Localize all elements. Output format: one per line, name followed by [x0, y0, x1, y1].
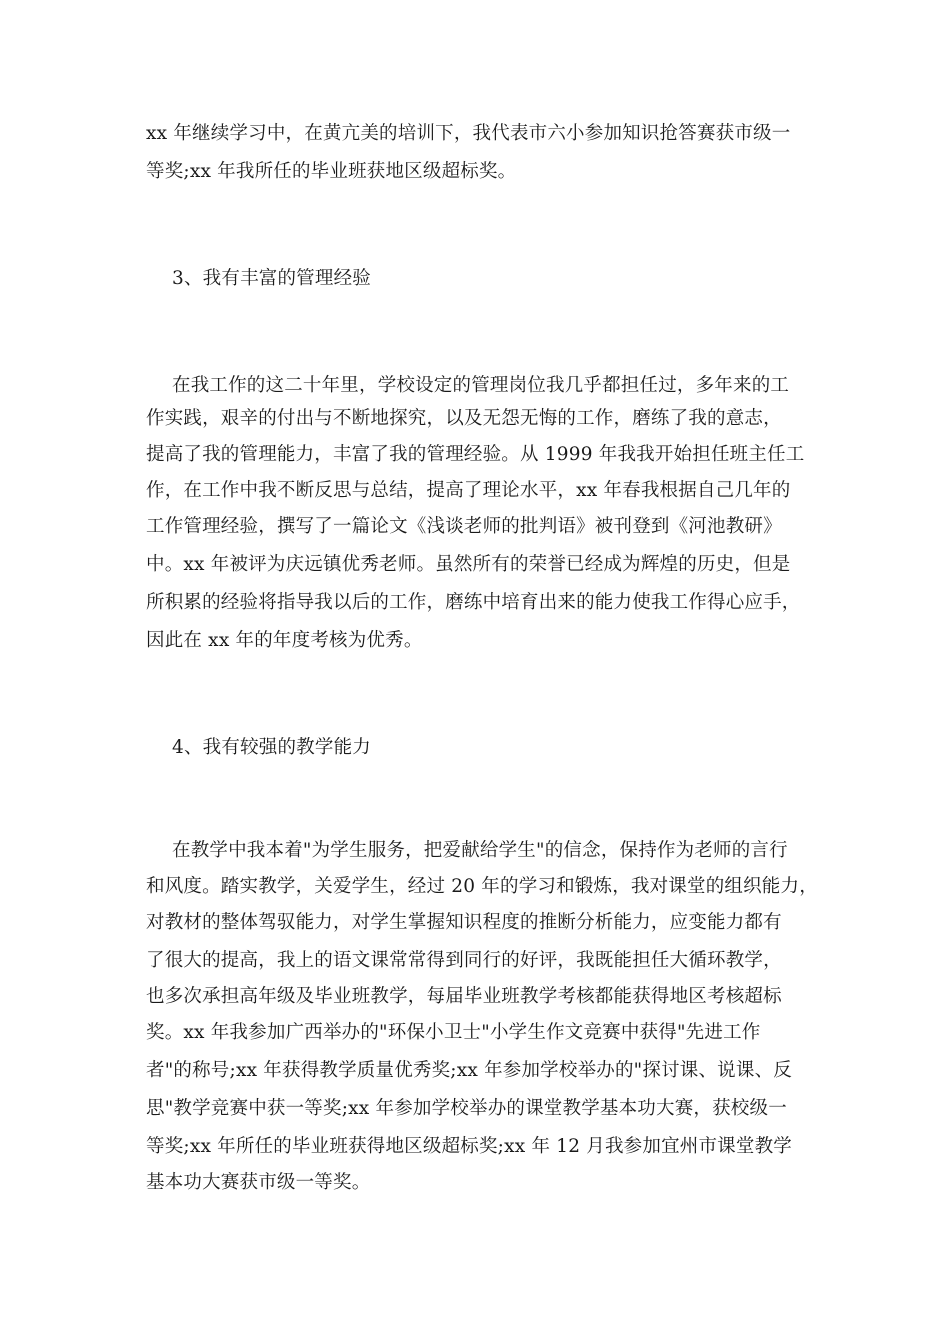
text-line: 在教学中我本着"为学生服务，把爱献给学生"的信念，保持作为老师的言行 — [172, 840, 788, 861]
section-heading-3: 3、我有丰富的管理经验 — [172, 268, 371, 289]
text-line: 在我工作的这二十年里，学校设定的管理岗位我几乎都担任过，多年来的工 — [172, 375, 790, 396]
text-line: 奖。xx 年我参加广西举办的"环保小卫士"小学生作文竞赛中获得"先进工作 — [146, 1022, 761, 1043]
text-line: xx 年继续学习中，在黄亢美的培训下，我代表市六小参加知识抢答赛获市级一 — [146, 123, 791, 144]
text-line: 提高了我的管理能力，丰富了我的管理经验。从 1999 年我我开始担任班主任工 — [146, 444, 805, 465]
text-line: 等奖;xx 年我所任的毕业班获地区级超标奖。 — [146, 161, 517, 182]
text-line: 作，在工作中我不断反思与总结，提高了理论水平，xx 年春我根据自己几年的 — [146, 480, 791, 501]
text-line: 思"教学竞赛中获一等奖;xx 年参加学校举办的课堂教学基本功大赛，获校级一 — [146, 1098, 787, 1119]
text-line: 因此在 xx 年的年度考核为优秀。 — [146, 630, 423, 651]
text-line: 者"的称号;xx 年获得教学质量优秀奖;xx 年参加学校举办的"探讨课、说课、反 — [146, 1060, 792, 1081]
text-line: 中。xx 年被评为庆远镇优秀老师。虽然所有的荣誉已经成为辉煌的历史，但是 — [146, 554, 791, 575]
text-line: 等奖;xx 年所任的毕业班获得地区级超标奖;xx 年 12 月我参加宜州市课堂教学 — [146, 1136, 792, 1157]
text-line: 了很大的提高，我上的语文课常常得到同行的好评，我既能担任大循环教学， — [146, 950, 782, 971]
text-line: 对教材的整体驾驭能力，对学生掌握知识程度的推断分析能力，应变能力都有 — [146, 912, 782, 933]
text-line: 工作管理经验，撰写了一篇论文《浅谈老师的批判语》被刊登到《河池教研》 — [146, 516, 782, 537]
text-line: 和风度。踏实教学，关爱学生，经过 20 年的学习和锻炼，我对课堂的组织能力， — [146, 876, 818, 897]
section-heading-4: 4、我有较强的教学能力 — [172, 737, 371, 758]
text-line: 作实践，艰辛的付出与不断地探究，以及无怨无悔的工作，磨练了我的意志， — [146, 408, 782, 429]
text-line: 也多次承担高年级及毕业班教学，每届毕业班教学考核都能获得地区考核超标 — [146, 986, 782, 1007]
text-line: 基本功大赛获市级一等奖。 — [146, 1172, 371, 1193]
text-line: 所积累的经验将指导我以后的工作，磨练中培育出来的能力使我工作得心应手， — [146, 592, 801, 613]
